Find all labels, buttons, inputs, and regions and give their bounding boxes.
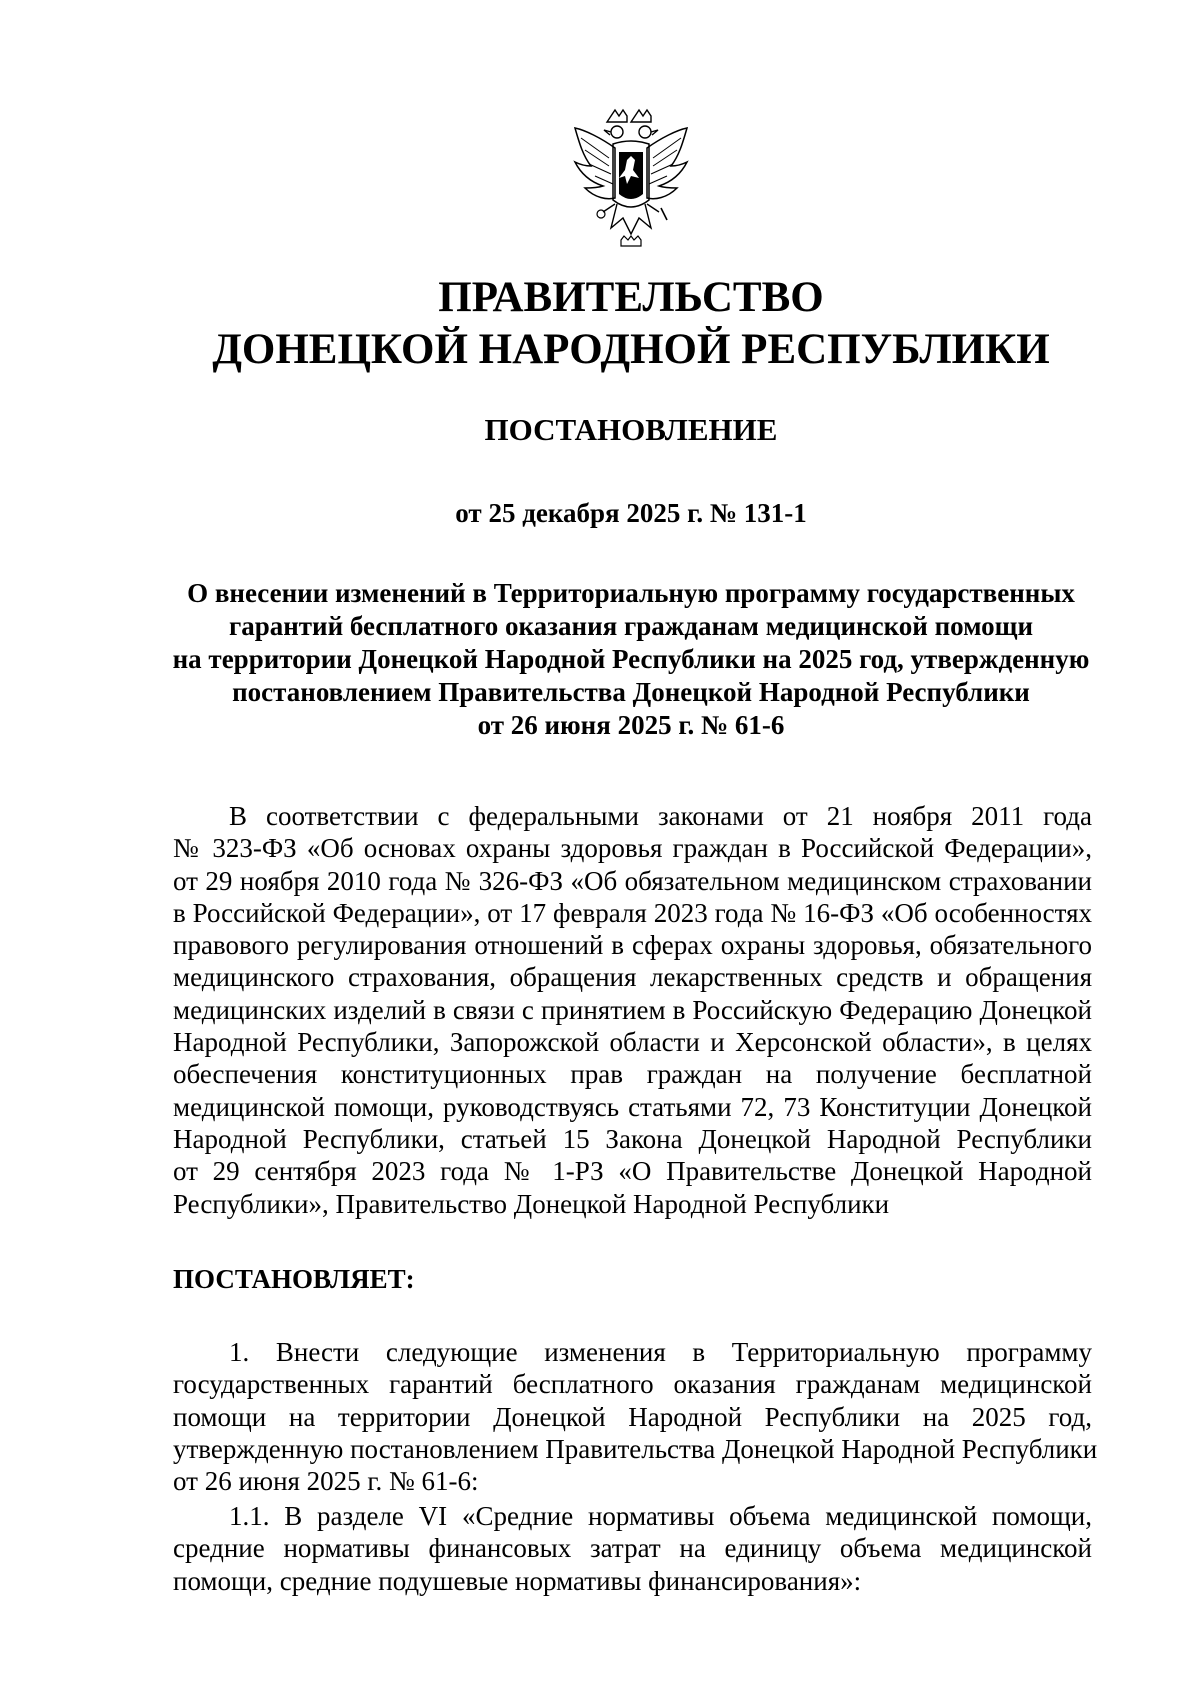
- subject-line: от 26 июня 2025 г. № 61-6: [477, 710, 785, 740]
- preamble-line: от 29 ноября 2010 года № 326-ФЗ «Об обязательном медицинском страховании: [173, 865, 1092, 896]
- item-1-line: государственных гарантий бесплатного оказания гражданам медицинской: [173, 1369, 1092, 1400]
- government-title: [170, 272, 1092, 376]
- subject-line: на территории Донецкой Народной Республики на 2025 год, утвержденную: [172, 644, 1090, 674]
- item-1-1-line: помощи, средние подушевые нормативы финансирования»:: [173, 1565, 862, 1596]
- preamble-line: обеспечения конституционных прав граждан на получение бесплатной: [173, 1059, 1092, 1090]
- government-title-line-1: ПРАВИТЕЛЬСТВО: [438, 274, 824, 321]
- document-date-number: от 25 декабря 2025 г. № 131-1: [455, 498, 807, 528]
- item-1-line: 1. Внести следующие изменения в Территориальную программу: [229, 1337, 1092, 1367]
- preamble-line: медицинской помощи, руководствуясь статьями 72, 73 Конституции Донецкой: [173, 1091, 1092, 1122]
- item-1-paragraph: [173, 1336, 1098, 1497]
- preamble-line: Республики», Правительство Донецкой Народной Республики: [173, 1188, 890, 1219]
- dpr-coat-of-arms-icon: [571, 108, 691, 260]
- document-type: ПОСТАНОВЛЕНИЕ: [484, 412, 778, 447]
- item-1-line: от 26 июня 2025 г. № 61-6:: [173, 1466, 479, 1497]
- item-1-1-line: средние нормативы финансовых затрат на единицу объема медицинской: [173, 1533, 1092, 1564]
- preamble-line: Народной Республики, Запорожской области и Херсонской области», в целях: [173, 1027, 1092, 1058]
- preamble-line: от 29 сентября 2023 года № 1-РЗ «О Правительстве Донецкой Народной: [173, 1156, 1092, 1187]
- preamble-paragraph: [173, 800, 1092, 1220]
- government-title-line-2: ДОНЕЦКОЙ НАРОДНОЙ РЕСПУБЛИКИ: [212, 326, 1050, 373]
- resolves-heading: ПОСТАНОВЛЯЕТ:: [173, 1264, 415, 1294]
- item-1-line: утвержденную постановлением Правительства Донецкой Народной Республики: [173, 1433, 1098, 1464]
- preamble-line: № 323-ФЗ «Об основах охраны здоровья граждан в Российской Федерации»,: [173, 833, 1092, 864]
- preamble-line: медицинских изделий в связи с принятием в Российскую Федерацию Донецкой: [173, 994, 1092, 1025]
- preamble-line: правового регулирования отношений в сферах охраны здоровья, обязательного: [173, 930, 1092, 961]
- preamble-line: Народной Республики, статьей 15 Закона Донецкой Народной Республики: [173, 1123, 1092, 1154]
- item-1-line: помощи на территории Донецкой Народной Республики на 2025 год,: [173, 1401, 1092, 1432]
- subject-line: гарантий бесплатного оказания гражданам медицинской помощи: [228, 611, 1034, 641]
- subject-line: О внесении изменений в Территориальную программу государственных: [187, 578, 1075, 608]
- preamble-line: В соответствии с федеральными законами от 21 ноября 2011 года: [229, 801, 1092, 831]
- item-1-1-paragraph: [173, 1500, 1092, 1597]
- preamble-line: медицинского страхования, обращения лекарственных средств и обращения: [173, 962, 1092, 993]
- subject-line: постановлением Правительства Донецкой Народной Республики: [232, 677, 1030, 707]
- document-subject: [170, 577, 1092, 742]
- item-1-1-line: 1.1. В разделе VI «Средние нормативы объема медицинской помощи,: [229, 1501, 1092, 1531]
- preamble-line: в Российской Федерации», от 17 февраля 2023 года № 16-ФЗ «Об особенностях: [173, 897, 1092, 928]
